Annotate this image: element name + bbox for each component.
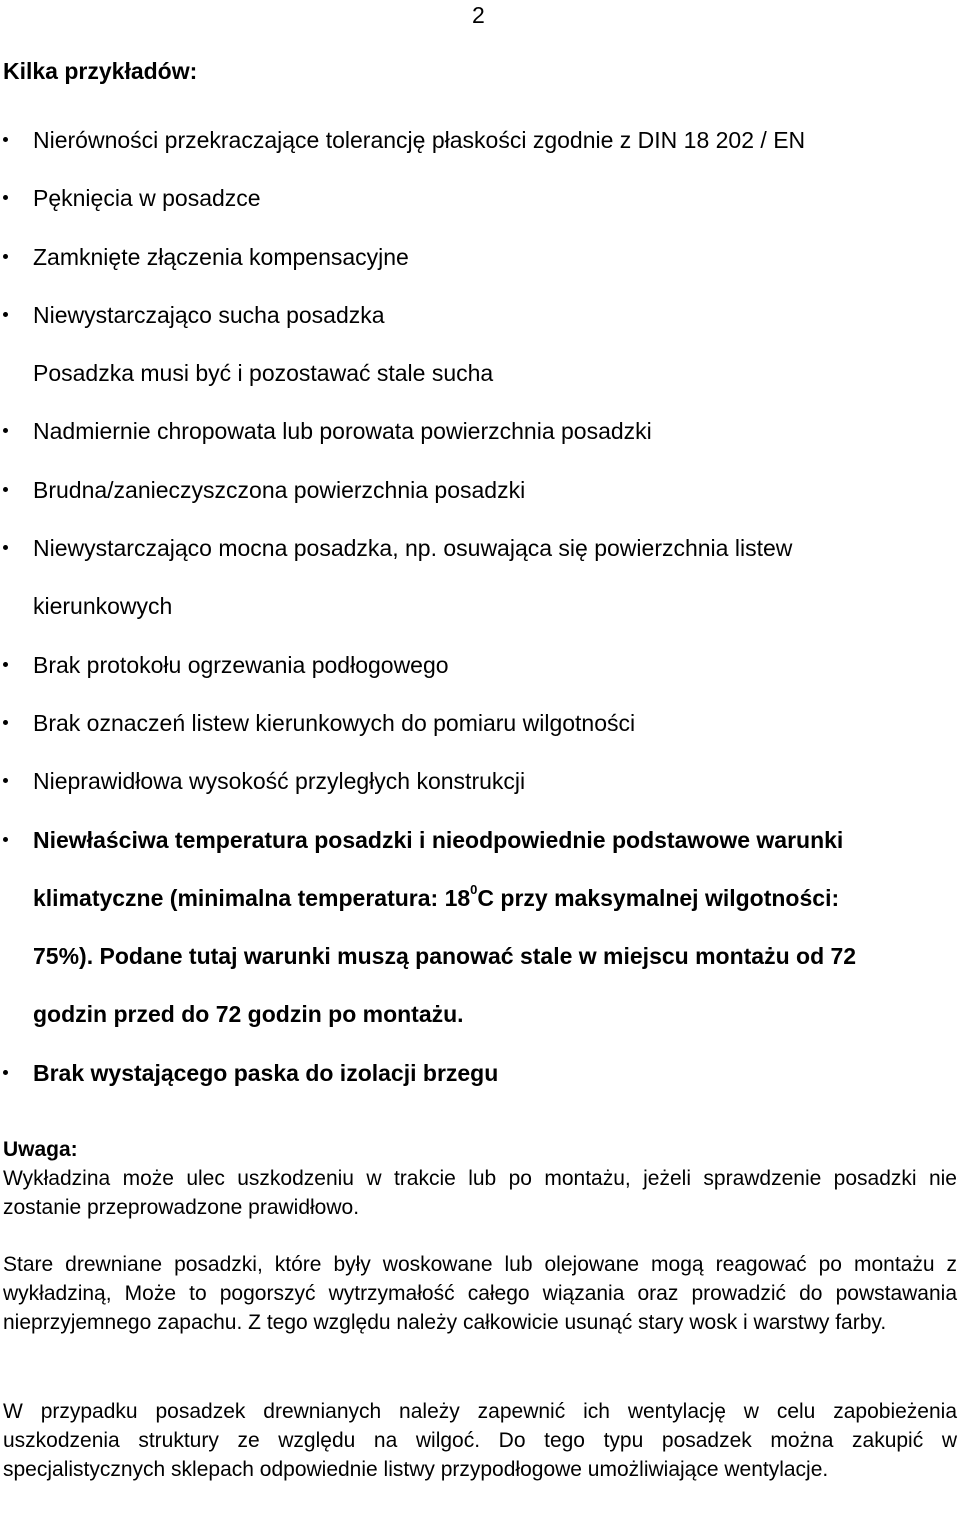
bullet-icon [3, 195, 8, 200]
note-heading: Uwaga: [3, 1138, 78, 1161]
list-item-text: Niewystarczająco sucha posadzka [33, 301, 385, 328]
list-item-text: 75%). Podane tutaj warunki muszą panować stale w miejscu montażu od 72 [33, 943, 857, 970]
list-item-text: Zamknięte złączenia kompensacyjne [33, 243, 409, 270]
list-item [0, 1044, 960, 1102]
list-item-text: Pęknięcia w posadzce [33, 185, 261, 212]
bullet-icon [3, 545, 8, 550]
list-item [0, 228, 960, 286]
list-item [0, 577, 960, 635]
list-item [0, 811, 960, 869]
list-item [0, 111, 960, 169]
bullet-icon [3, 720, 8, 725]
list-item-text: Nadmiernie chropowata lub porowata powierzchnia posadzki [33, 418, 652, 445]
list-item [0, 461, 960, 519]
page-number: 2 [472, 2, 485, 28]
list-item [0, 694, 960, 752]
bullet-icon [3, 662, 8, 667]
note-text: Wykładzina może ulec uszkodzeniu w trakcie lub po montażu, jeżeli sprawdzenie posadzki nie zostanie przeprowadzone prawidłowo. [3, 1167, 957, 1219]
list-item [0, 519, 960, 577]
list-item [0, 286, 960, 344]
list-item-text: klimatyczne (minimalna temperatura: 18 [33, 884, 471, 911]
bullet-icon [3, 487, 8, 492]
list-item [0, 752, 960, 810]
bullet-icon [3, 254, 8, 259]
list-item-text: Niewystarczająco mocna posadzka, np. osuwająca się powierzchnia listew [33, 535, 793, 562]
list-item-text: Posadzka musi być i pozostawać stale sucha [33, 360, 494, 387]
list-item [0, 344, 960, 402]
paragraph-wooden-floors: W przypadku posadzek drewnianych należy zapewnić ich wentylację w celu zapobieżenia uszkodzenia struktury ze względu na wilgoć. Do tego typu posadzek można zakupić w specjalistycznych sklepach odpowiednie listwy przypodłogowe umożliwiające wentylacje. [3, 1400, 957, 1481]
list-item [0, 636, 960, 694]
list-item-text: Brak wystającego paska do izolacji brzegu [33, 1059, 499, 1086]
list-item [0, 169, 960, 227]
paragraph-old-floors: Stare drewniane posadzki, które były woskowane lub olejowane mogą reagować po montażu z wykładziną, Może to pogorszyć wytrzymałość całego wiązania oraz prowadzić do powstawania nieprzyjemnego zapachu. Z tego względu należy całkowicie usunąć stary wosk i warstwy farby. [3, 1253, 957, 1334]
list-item-text: kierunkowych [33, 593, 173, 620]
list-item-text: Niewłaściwa temperatura posadzki i nieodpowiednie podstawowe warunki [33, 826, 844, 853]
list-item [0, 869, 960, 927]
list-item-text: Brak oznaczeń listew kierunkowych do pomiaru wilgotności [33, 709, 636, 736]
list-item [0, 402, 960, 460]
bullet-icon [3, 837, 8, 842]
list-item-text: Brak protokołu ogrzewania podłogowego [33, 651, 449, 678]
bullet-icon [3, 778, 8, 783]
list-item-text: Nierówności przekraczające tolerancję płaskości zgodnie z DIN 18 202 / EN [33, 127, 806, 153]
list-item-text-continued: C przy maksymalnej wilgotności: [477, 884, 840, 911]
bullet-icon [3, 312, 8, 317]
note-block [3, 1135, 957, 1222]
list-item [0, 927, 960, 985]
intro-title: Kilka przykładów: [3, 58, 198, 84]
superscript: 0 [470, 881, 478, 897]
list-item-text: godzin przed do 72 godzin po montażu. [33, 1001, 464, 1028]
list-item [0, 985, 960, 1043]
list-item-text: Nieprawidłowa wysokość przyległych konstrukcji [33, 768, 526, 795]
bullet-icon [3, 1070, 8, 1075]
requirements-list [0, 111, 960, 1102]
bullet-icon [3, 137, 8, 142]
list-item-text: Brudna/zanieczyszczona powierzchnia posadzki [33, 476, 526, 503]
bullet-icon [3, 428, 8, 433]
